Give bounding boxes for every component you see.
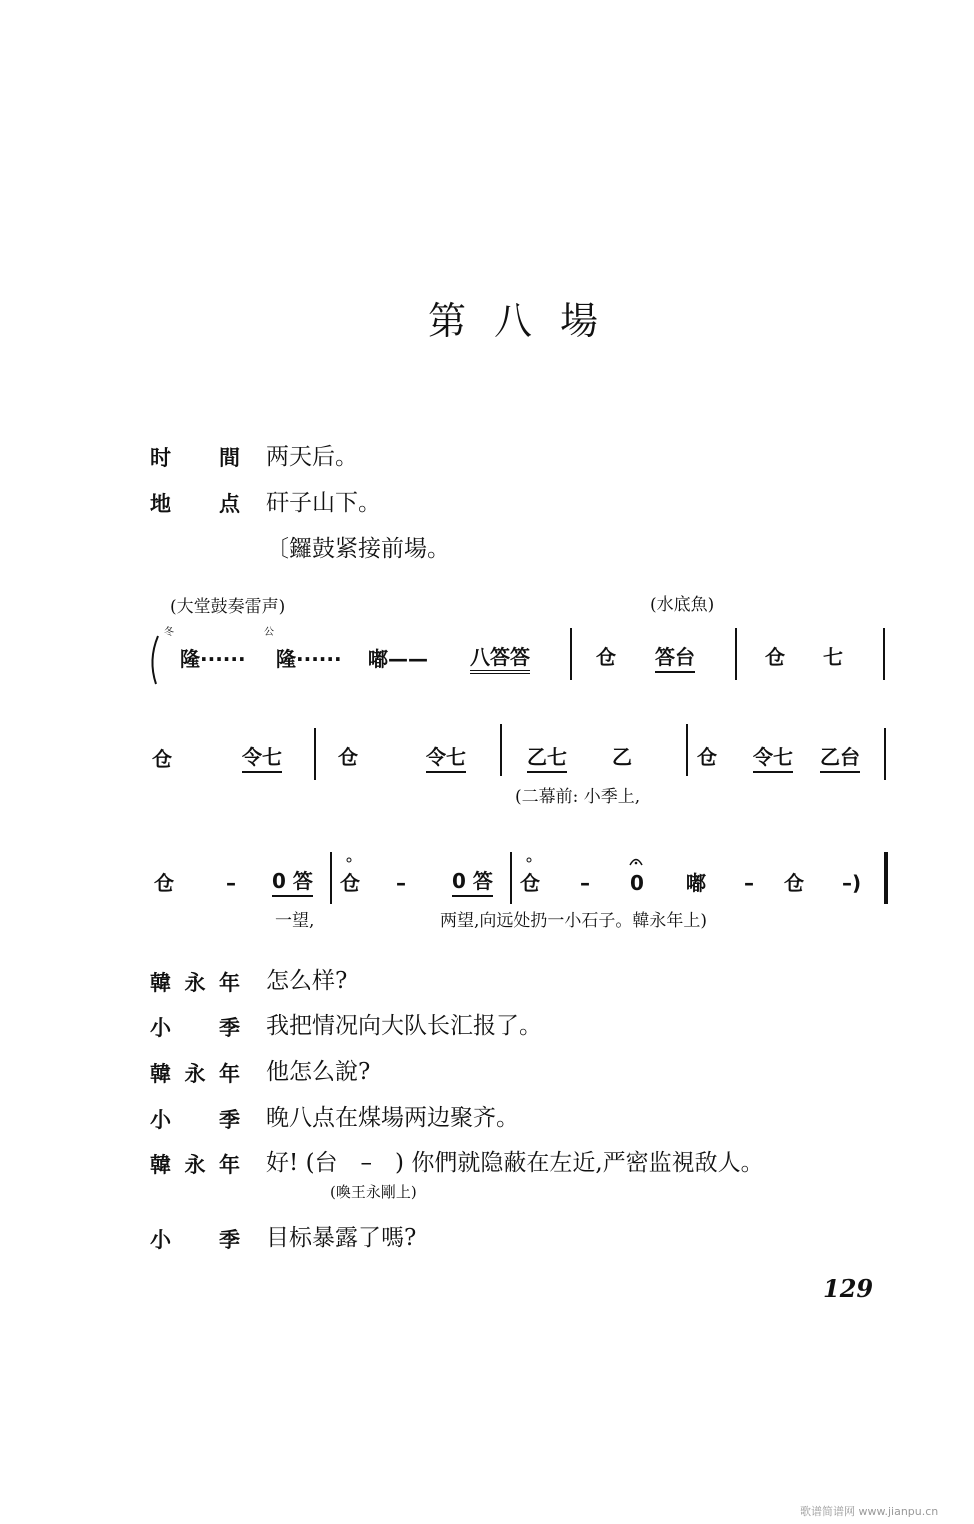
speaker-char: 小	[150, 1016, 171, 1040]
beat: –	[580, 871, 590, 895]
inline-notation: (台 – )	[305, 1150, 405, 1176]
grace-mark: 冬	[164, 627, 174, 638]
watermark: 歌谱简谱网 www.jianpu.cn	[800, 1505, 939, 1518]
speaker-char: 小	[150, 1228, 171, 1252]
speaker	[150, 1228, 240, 1252]
final-bar-line	[884, 852, 888, 904]
beat: 仓	[596, 645, 616, 669]
fermata-icon	[629, 856, 643, 866]
stage-note: (二幕前: 小季上,	[515, 787, 641, 807]
beat: 0	[630, 871, 644, 895]
speaker-char: 季	[219, 1228, 240, 1252]
stage-note: (喚王永剛上)	[330, 1183, 417, 1201]
beat: –	[396, 871, 406, 895]
speaker	[150, 971, 240, 995]
beat: 答台	[655, 646, 695, 673]
beat: 仓	[697, 745, 717, 769]
beat: 仓	[765, 645, 785, 669]
beat: 乙七	[527, 746, 567, 773]
speaker-char: 年	[219, 1153, 240, 1177]
beat: 仓	[784, 871, 804, 895]
speaker-char: 韓	[150, 971, 171, 995]
speaker-char: 永	[184, 971, 206, 995]
accent-mark-icon	[346, 857, 352, 863]
speaker	[150, 1062, 240, 1086]
speaker-char: 年	[219, 1062, 240, 1086]
bar-line	[510, 852, 512, 904]
line-text: 他怎么說?	[266, 1059, 371, 1085]
line-text: 我把情况向大队长汇报了。	[266, 1013, 542, 1039]
beat: 仓	[338, 745, 358, 769]
speaker-char: 韓	[150, 1062, 171, 1086]
speaker	[150, 1108, 240, 1132]
beat: –	[226, 871, 236, 895]
beat: 隆······	[276, 647, 342, 671]
scene-title: 第八場	[428, 299, 627, 343]
bar-line	[314, 728, 316, 780]
beat: 仓	[152, 747, 172, 771]
line-text-group	[266, 1150, 764, 1176]
page-number: 129	[823, 1274, 874, 1303]
speaker-char: 間	[219, 446, 240, 470]
bar-line	[570, 628, 572, 680]
beat: 仓	[340, 871, 360, 895]
line-text: 晚八点在煤場两边聚齐。	[266, 1105, 519, 1131]
header-value-time: 两天后。	[266, 444, 358, 470]
beat: 嘟	[686, 871, 706, 895]
beat: 嘟——	[368, 647, 428, 671]
stage-direction: 〔鑼鼓紧接前場。	[266, 536, 450, 562]
bar-line	[735, 628, 737, 680]
beat: –	[744, 871, 754, 895]
beat: 仓	[154, 871, 174, 895]
bar-line	[686, 724, 688, 776]
beat: 令七	[753, 746, 793, 773]
beat: 八答答	[470, 646, 530, 674]
beat: 隆······	[180, 647, 246, 671]
header-label-time	[150, 446, 240, 470]
stage-note: 一望,	[275, 911, 315, 931]
speaker-char: 季	[219, 1108, 240, 1132]
speaker-char: 永	[184, 1153, 206, 1177]
bar-line	[884, 728, 886, 780]
bracket-icon	[148, 634, 160, 686]
bar-line	[883, 628, 885, 680]
beat: 0 答	[272, 870, 313, 897]
speaker-char: 年	[219, 971, 240, 995]
stage-note: 两望,向远处扔一小石子。韓永年上)	[440, 911, 708, 931]
beat: 乙	[612, 745, 632, 769]
speaker-char: 点	[219, 492, 240, 516]
speaker-char: 小	[150, 1108, 171, 1132]
speaker	[150, 1016, 240, 1040]
beat: 令七	[242, 746, 282, 773]
header-value-place: 矸子山下。	[266, 490, 381, 516]
line-text: 怎么样?	[266, 968, 348, 994]
accent-mark-icon	[526, 857, 532, 863]
beat: 仓	[520, 871, 540, 895]
line-text: 目标暴露了嗎?	[266, 1225, 417, 1251]
bar-line	[330, 852, 332, 904]
beat: 七	[823, 645, 843, 669]
notation-label: (水底魚)	[650, 595, 715, 615]
line-text: 你們就隐蔽在左近,严密监視敌人。	[411, 1150, 764, 1176]
notation-label: (大堂鼓奏雷声)	[170, 597, 286, 617]
line-text: 好!	[266, 1150, 299, 1176]
beat: 0 答	[452, 870, 493, 897]
beat: –)	[842, 871, 862, 895]
bar-line	[500, 724, 502, 776]
speaker	[150, 1153, 240, 1177]
speaker-char: 时	[150, 446, 171, 470]
speaker-char: 永	[184, 1062, 206, 1086]
speaker-char: 季	[219, 1016, 240, 1040]
speaker-char: 韓	[150, 1153, 171, 1177]
speaker-char: 地	[150, 492, 171, 516]
grace-mark: 公	[264, 627, 274, 638]
beat: 令七	[426, 746, 466, 773]
header-label-place	[150, 492, 240, 516]
beat: 乙台	[820, 746, 860, 773]
